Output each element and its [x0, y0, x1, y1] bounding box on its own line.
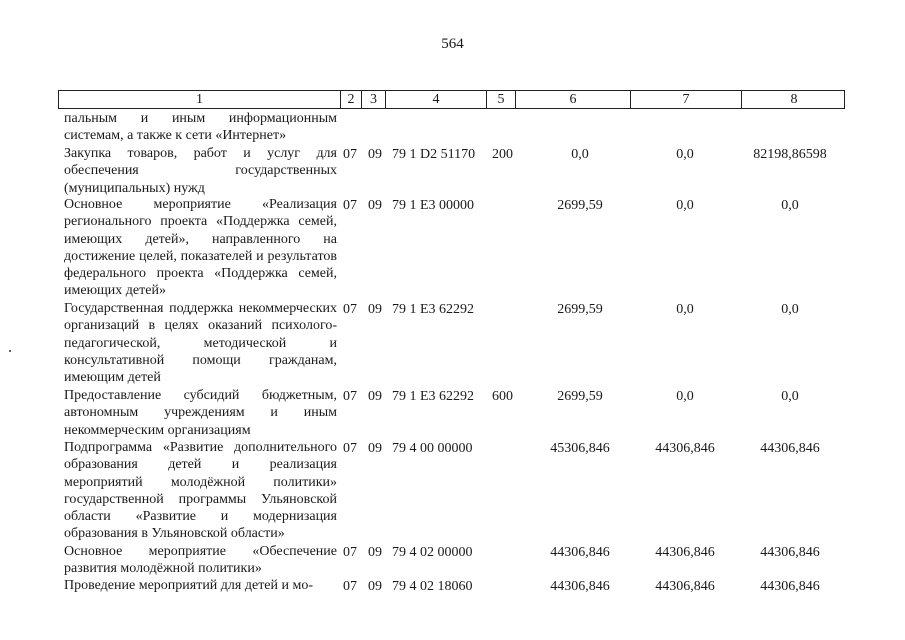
row-cell-c5: 600	[492, 389, 513, 404]
row-cell-c8: 0,0	[781, 389, 799, 404]
row-cell-c3: 09	[368, 198, 382, 213]
header-col-3: 3	[362, 91, 386, 108]
table-row	[0, 300, 905, 386]
table-header-row	[58, 90, 845, 109]
row-cell-c6: 44306,846	[550, 545, 610, 560]
table-row	[0, 577, 905, 595]
row-cell-c3: 09	[368, 545, 382, 560]
row-cell-c7: 44306,846	[655, 545, 715, 560]
row-description: Основное мероприятие «Обеспечение развития молодёжной политики»	[64, 544, 337, 577]
row-cell-c7: 0,0	[676, 147, 694, 162]
table-row	[0, 110, 905, 144]
row-cell-c2: 07	[343, 545, 357, 560]
row-cell-c6: 44306,846	[550, 579, 610, 594]
row-cell-c8: 44306,846	[760, 579, 820, 594]
row-cell-c6: 2699,59	[557, 198, 603, 213]
row-cell-c3: 09	[368, 389, 382, 404]
row-cell-c2: 07	[343, 147, 357, 162]
row-cell-c3: 09	[368, 579, 382, 594]
table-row	[0, 439, 905, 543]
row-cell-c7: 0,0	[676, 302, 694, 317]
row-description: Закупка товаров, работ и услуг для обеспечения государственных (муниципальных) нужд	[64, 146, 337, 196]
row-cell-c2: 07	[343, 441, 357, 456]
row-cell-c8: 44306,846	[760, 545, 820, 560]
row-cell-c8: 0,0	[781, 302, 799, 317]
row-cell-c7: 44306,846	[655, 441, 715, 456]
row-description: Государственная поддержка некоммерческих организаций в целях оказаний психолого-педагогической, методической и консультативной помощи гражданам, имеющим детей	[64, 301, 337, 386]
row-cell-c6: 2699,59	[557, 389, 603, 404]
row-description: Подпрограмма «Развитие дополнительного образования детей и реализация мероприятий молодёжной политики» государственной программы Ульяновской области «Развитие и модернизация образования в Ульяновской области»	[64, 440, 337, 542]
header-col-8: 8	[790, 92, 798, 107]
table-row	[0, 145, 905, 196]
row-cell-c4: 79 1 E3 62292	[392, 302, 475, 317]
row-description: Проведение мероприятий для детей и мо-	[64, 578, 314, 593]
row-cell-c4: 79 4 00 00000	[392, 441, 473, 456]
row-description: Предоставление субсидий бюджетным, автономным учреждениям и иным некоммерческим организациям	[64, 388, 337, 438]
header-col-2: 2	[341, 91, 362, 108]
row-cell-c7: 0,0	[676, 198, 694, 213]
row-description: Основное мероприятие «Реализация регионального проекта «Поддержка семей, имеющих детей», направленного на достижение целей, показателей и результатов федерального проекта «Поддержка семей, имеющих детей»	[64, 197, 337, 299]
row-cell-c4: 79 4 02 18060	[392, 579, 473, 594]
header-col-6: 6	[516, 91, 631, 108]
row-cell-c6: 0,0	[571, 147, 589, 162]
row-cell-c2: 07	[343, 389, 357, 404]
row-cell-c3: 09	[368, 302, 382, 317]
row-cell-c5: 200	[492, 147, 513, 162]
row-cell-c6: 2699,59	[557, 302, 603, 317]
row-cell-c4: 79 1 E3 62292	[392, 389, 475, 404]
row-description: пальным и иным информационным системам, а также к сети «Интернет»	[64, 111, 337, 144]
table-row	[0, 387, 905, 439]
header-col-5: 5	[487, 91, 516, 108]
row-cell-c8: 44306,846	[760, 441, 820, 456]
page-number: 564	[441, 36, 464, 52]
row-cell-c3: 09	[368, 441, 382, 456]
table-row	[0, 543, 905, 578]
row-cell-c7: 44306,846	[655, 579, 715, 594]
row-cell-c8: 82198,86598	[753, 147, 827, 162]
row-cell-c4: 79 1 D2 51170	[392, 147, 476, 162]
scan-speck	[9, 350, 11, 352]
row-cell-c2: 07	[343, 302, 357, 317]
row-cell-c2: 07	[343, 198, 357, 213]
row-cell-c4: 79 1 E3 00000	[392, 198, 475, 213]
header-col-4: 4	[386, 91, 487, 108]
row-cell-c3: 09	[368, 147, 382, 162]
row-cell-c4: 79 4 02 00000	[392, 545, 473, 560]
row-cell-c2: 07	[343, 579, 357, 594]
row-cell-c7: 0,0	[676, 389, 694, 404]
header-col-7: 7	[631, 91, 742, 108]
row-cell-c8: 0,0	[781, 198, 799, 213]
header-col-1: 1	[59, 91, 341, 108]
row-cell-c6: 45306,846	[550, 441, 610, 456]
table-row	[0, 196, 905, 300]
